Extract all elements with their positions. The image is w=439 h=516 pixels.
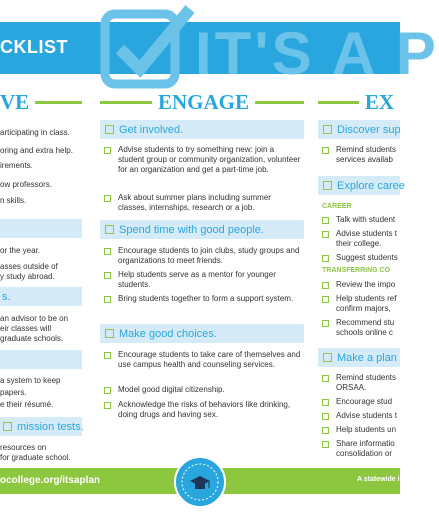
list-item: Remind students <box>322 373 400 383</box>
subheading-transferring: TRANSFERRING CO <box>322 267 391 274</box>
list-item: Encourage stud <box>322 397 400 407</box>
list-item: asses outside of <box>0 262 58 271</box>
list-item: Acknowledge the risks of behaviors like drinking, doing drugs and having sex. <box>104 400 302 420</box>
subheading-career: CAREER <box>322 203 352 210</box>
list-item: Encourage students to take care of themselves and use campus health and counseling services. <box>104 350 302 370</box>
checkbox-icon <box>104 248 111 255</box>
checkbox-icon <box>322 413 329 420</box>
college-seal-logo <box>174 456 226 508</box>
list-item: confirm majors, <box>336 304 391 313</box>
list-item: their college. <box>336 239 382 248</box>
list-item: articipating in class. <box>0 128 70 137</box>
list-item: oring and extra help. <box>0 146 73 155</box>
checkbox-icon <box>105 225 114 234</box>
list-item: graduate schools. <box>0 334 64 343</box>
list-item: Advise students t <box>322 411 400 421</box>
list-item: ORSAA. <box>336 383 367 392</box>
list-item: y study abroad. <box>0 272 55 281</box>
checkbox-icon <box>105 329 114 338</box>
footer-link[interactable]: ocollege.org/itsaplan <box>0 475 101 486</box>
list-item: irements. <box>0 161 33 170</box>
section-discover: Discover sup <box>318 120 400 139</box>
checkbox-icon <box>104 195 111 202</box>
list-item: papers. <box>0 388 27 397</box>
section-good-choices: Make good choices. <box>100 324 304 343</box>
list-item: eir classes will <box>0 324 52 333</box>
list-item: resources on <box>0 443 47 452</box>
section-make-plan: Make a plan <box>318 348 400 367</box>
heading-explore: EX <box>318 90 400 114</box>
checkbox-icon <box>3 422 12 431</box>
list-item: Encourage students to join clubs, study groups and organizations to meet friends. <box>104 246 302 266</box>
checkbox-icon <box>104 402 111 409</box>
list-item: Recommend stu <box>322 318 400 328</box>
left-section-bar: s. <box>0 287 82 306</box>
checkbox-icon <box>322 427 329 434</box>
list-item: Talk with student <box>322 215 400 225</box>
section-get-involved: Get involved. <box>100 120 304 139</box>
checkbox-icon <box>322 375 329 382</box>
list-item: consolidation or <box>336 449 393 458</box>
list-item: schools online c <box>336 328 393 337</box>
checkbox-icon <box>322 296 329 303</box>
list-item: Help students un <box>322 425 400 435</box>
list-item: Share informatio <box>322 439 400 449</box>
list-item: Ask about summer plans including summer classes, internships, research or a job. <box>104 193 302 213</box>
list-item: for graduate school. <box>0 453 71 462</box>
list-item: services availab <box>336 155 393 164</box>
list-item: or the year. <box>0 246 41 255</box>
checkbox-icon <box>322 147 329 154</box>
checkmark-icon <box>95 4 195 94</box>
list-item: Advise students t <box>322 229 400 239</box>
list-item: Remind students <box>322 145 400 155</box>
checkbox-icon <box>104 352 111 359</box>
graduation-cap-icon <box>176 458 224 506</box>
checkbox-icon <box>322 231 329 238</box>
list-item: Suggest students <box>322 253 400 263</box>
left-section-bar: mission tests. <box>0 417 82 436</box>
checkbox-icon <box>322 282 329 289</box>
list-item: Advise students to try something new: join a student group or community organization, volunteer for an organization and get a part-time job. <box>104 145 302 175</box>
checkbox-icon <box>323 181 332 190</box>
checkbox-icon <box>104 272 111 279</box>
heading-engage: ENGAGE <box>100 90 304 114</box>
checkbox-icon <box>322 217 329 224</box>
list-item: Model good digital citizenship. <box>104 385 302 395</box>
banner-text: IT'S A P <box>195 20 439 87</box>
checkbox-icon <box>322 441 329 448</box>
left-section-bar <box>0 350 82 369</box>
checkbox-icon <box>322 399 329 406</box>
checkbox-icon <box>104 147 111 154</box>
page-title: CKLIST <box>0 37 68 57</box>
list-item: a system to keep <box>0 376 61 385</box>
checkbox-icon <box>322 320 329 327</box>
heading-left: VE <box>0 90 82 114</box>
checkbox-icon <box>323 125 332 134</box>
checkbox-icon <box>104 387 111 394</box>
checkbox-icon <box>323 353 332 362</box>
checkbox-icon <box>322 255 329 262</box>
list-item: an advisor to be on <box>0 314 69 323</box>
footer-tagline: A statewide i <box>357 476 400 483</box>
checkbox-icon <box>104 296 111 303</box>
list-item: Bring students together to form a support system. <box>104 294 302 304</box>
list-item: Review the impo <box>322 280 400 290</box>
list-item: Help students ref <box>322 294 400 304</box>
list-item: Help students serve as a mentor for younger students. <box>104 270 302 290</box>
list-item: ow professors. <box>0 180 53 189</box>
list-item: n skills. <box>0 196 27 205</box>
section-explore-careers: Explore caree <box>318 176 400 195</box>
checkbox-icon <box>105 125 114 134</box>
list-item: e their résumé. <box>0 400 54 409</box>
left-section-bar <box>0 219 82 238</box>
section-spend-time: Spend time with good people. <box>100 220 304 239</box>
header-banner <box>0 20 439 87</box>
